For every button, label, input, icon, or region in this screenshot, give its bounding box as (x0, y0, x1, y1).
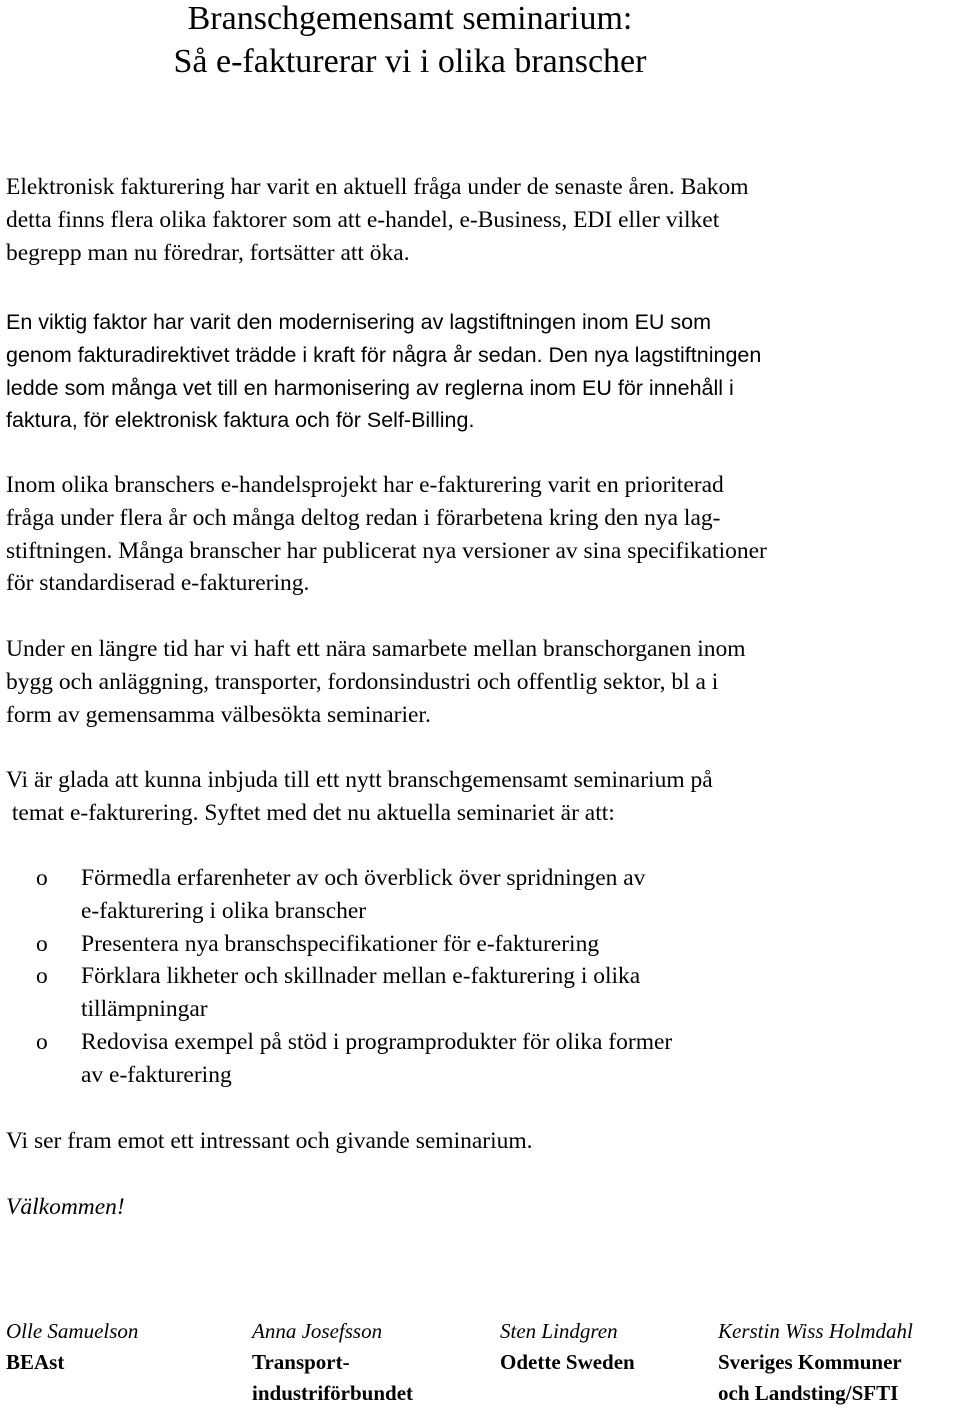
list-item-line: Förmedla erfarenheter av och överblick över spridningen av (81, 865, 646, 891)
list-item (0, 928, 960, 961)
text-line: Vi är glada att kunna inbjuda till ett nytt branschgemensamt seminarium på (6, 767, 713, 793)
text-line: bygg och anläggning, transporter, fordonsindustri och offentlig sektor, bl a i (6, 668, 719, 695)
signature-block (252, 1316, 413, 1409)
text-line: stiftningen. Många branscher har publicerat nya versioner av sina specifikationer (6, 537, 767, 564)
welcome-text: Välkommen! (6, 1194, 125, 1220)
text-line: Under en längre tid har vi haft ett nära samarbete mellan branschorganen inom (6, 636, 746, 662)
text-line: form av gemensamma välbesökta seminarier. (6, 701, 431, 728)
signatory-organization: Odette Sweden (500, 1350, 635, 1374)
signatory-name: Sten Lindgren (500, 1319, 618, 1343)
bullet-marker: o (36, 930, 48, 957)
text-line: faktura, för elektronisk faktura och för Self-Billing. (6, 408, 475, 433)
closing-sentence: Vi ser fram emot ett intressant och givande seminarium. (6, 1128, 533, 1154)
text-line: temat e-fakturering. Syftet med det nu aktuella seminariet är att: (6, 799, 615, 826)
text-line: Elektronisk fakturering har varit en aktuell fråga under de senaste åren. Bakom (6, 174, 749, 200)
list-item-line: tillämpningar (81, 996, 208, 1023)
paragraph-invitation (6, 764, 956, 830)
bullet-marker: o (36, 963, 48, 990)
bullet-marker: o (36, 865, 48, 891)
list-item-line: Presentera nya branschspecifikationer för e-fakturering (81, 930, 600, 957)
page-title-line-1: Branschgemensamt seminarium: (187, 0, 633, 37)
text-line: Inom olika branschers e-handelsprojekt har e-fakturering varit en prioriterad (6, 472, 724, 498)
text-line: begrepp man nu föredrar, fortsätter att öka. (6, 239, 410, 266)
paragraph-intro (6, 171, 956, 269)
paragraph-legislation (6, 306, 956, 437)
list-item (0, 862, 960, 928)
signatory-organization: och Landsting/SFTI (718, 1381, 899, 1405)
signatory-organization: BEAst (6, 1350, 65, 1374)
signatory-name: Anna Josefsson (252, 1319, 383, 1343)
page-title-line-2: Så e-fakturerar vi i olika branscher (173, 43, 647, 80)
signatory-organization: industriförbundet (252, 1381, 414, 1405)
list-item-line: av e-fakturering (81, 1061, 232, 1088)
text-line: ledde som många vet till en harmonisering av reglerna inom EU för innehåll i (6, 375, 734, 400)
signatory-organization: Sveriges Kommuner (718, 1350, 902, 1374)
paragraph-industry-projects (6, 469, 956, 600)
signatory-name: Olle Samuelson (6, 1319, 139, 1343)
bullet-marker: o (36, 1028, 48, 1055)
text-line: En viktig faktor har varit den modernisering av lagstiftningen inom EU som (6, 310, 712, 334)
signature-block (6, 1316, 138, 1378)
text-line: genom fakturadirektivet trädde i kraft för några år sedan. Den nya lagstiftningen (6, 342, 762, 367)
signatory-organization: Transport- (252, 1350, 350, 1374)
paragraph-collaboration (6, 633, 956, 731)
text-line: fråga under flera år och många deltog redan i förarbetena kring den nya lag- (6, 504, 721, 531)
signatory-name: Kerstin Wiss Holmdahl (718, 1319, 913, 1343)
signature-block (500, 1316, 635, 1378)
text-line: detta finns flera olika faktorer som att e-handel, e-Business, EDI eller vilket (6, 206, 720, 233)
list-item (0, 960, 960, 1026)
list-item-line: e-fakturering i olika branscher (81, 897, 367, 924)
signature-block (718, 1316, 913, 1409)
text-line: för standardiserad e-fakturering. (6, 570, 310, 597)
purpose-list (0, 862, 960, 1092)
list-item-line: Förklara likheter och skillnader mellan e-fakturering i olika (81, 963, 641, 990)
list-item (0, 1026, 960, 1092)
list-item-line: Redovisa exempel på stöd i programprodukter för olika former (81, 1028, 673, 1055)
